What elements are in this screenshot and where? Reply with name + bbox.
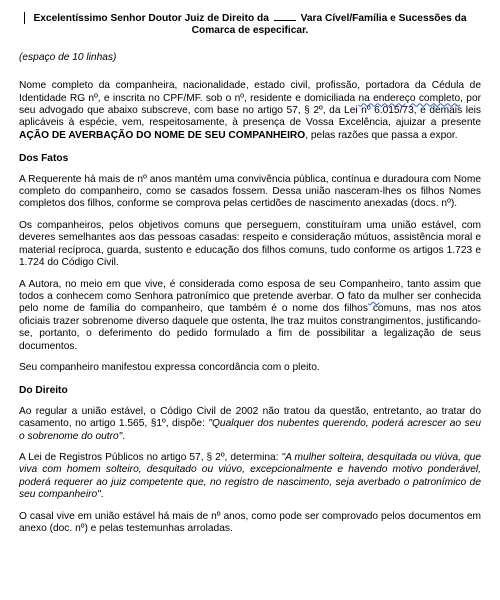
- fatos-paragraph-4: Seu companheiro manifestou expressa concordância com o pleito.: [19, 361, 320, 373]
- document-heading: [19, 12, 481, 38]
- direito-paragraph-2: [19, 452, 481, 502]
- intro-text-a: Nome completo da companheira, nacionalidade, estado civil, profissão, portadora da Cédula de Identidade RG nº, e inscrita no CPF/MF. sob o nº, residente e domiciliada: [19, 80, 481, 104]
- heading-blank-line: [274, 12, 296, 21]
- intro-text-e: , pelas razões que passa a expor.: [305, 129, 458, 141]
- heading-part-2: Vara Cível/Família e Sucessões da Comarca de especificar.: [191, 13, 467, 37]
- action-title: AÇÃO DE AVERBAÇÃO DO NOME DE SEU COMPANHEIRO: [19, 129, 306, 141]
- fatos-paragraph-3: [19, 279, 481, 353]
- direito-p1-end: .: [122, 430, 126, 442]
- intro-text-c: , por seu advogado que abaixo subscreve, com base no artigo 57, § 2º, da Lei nº 6.015/73, e demais leis aplicáveis à espécie, vem, respeitosamente, à presença de Vossa Excelência, ajuizar a presente: [19, 92, 482, 129]
- fatos-p3-text-c: mulher ser conhecida pelo nome de família do companheiro, que também é o nome dos filhos comuns, mas nos atos oficiais trazer sobrenome diverso daquele que ostenta, lhe traz muitos constrangimentos, justificando-se, portanto, o deferimento do pedido formulado a fim de possibilitar a legalização de seus documentos.: [19, 290, 481, 352]
- spellcheck-underlined-word: da: [368, 290, 380, 302]
- direito-p2-quote: "A mulher solteira, desquitada ou viúva, que viva com homem solteiro, desquitado ou viúvo, excepcionalmente e havendo motivo ponderável, poderá requerer ao juiz competente que, no registro de nascimento, seja averbado o patronímico de seu companheiro": [19, 451, 481, 501]
- direito-p1-text: Ao regular a união estável, o Código Civil de 2002 não tratou da questão, entretanto, ao tratar do casamento, no artigo 1.565, §1º, dispõe:: [19, 405, 481, 430]
- fatos-paragraph-1: A Requerente há mais de nº anos mantém uma convivência pública, contínua e duradoura com Nome completo do companheiro, como se casados fossem. Dessa união nasceram-lhes os filhos Nomes completos dos filhos, conforme se comprova pelas certidões de nascimento anexadas (docs. nº).: [19, 173, 481, 210]
- direito-p2-end: .: [100, 489, 104, 501]
- direito-paragraph-3: O casal vive em união estável há mais de nº anos, como pode ser comprovado pelos documentos em anexo (doc. nº) e pelas testemunhas arroladas.: [19, 510, 481, 534]
- intro-paragraph: [19, 80, 481, 142]
- spellcheck-underlined-text: na endereço completo: [358, 92, 461, 104]
- direito-p2-text: A Lei de Registros Públicos no artigo 57, § 2º, determina:: [19, 451, 282, 463]
- heading-part-1: Excelentíssimo Senhor Doutor Juiz de Direito da: [33, 13, 269, 24]
- fatos-p3-text-a: A Autora, no meio em que vive, é considerada como esposa de seu Companheiro, tanto assim que todos a conhecem como Senhora patronímico que pretende averbar. O fato: [19, 278, 481, 302]
- direito-p1-quote: "Qualquer dos nubentes querendo, poderá acrescer ao seu o sobrenome do outro": [19, 418, 482, 442]
- section-title-fatos: Dos Fatos: [19, 153, 69, 165]
- fatos-paragraph-2: Os companheiros, pelos objetivos comuns que perseguem, constituíram uma união estável, com deveres semelhantes aos das pessoas casadas: respeito e consideração mútuos, assistência moral e material recíproca, guarda, sustento e educação dos filhos comuns, tudo conforme os artigos 1.723 e 1.724 do Código Civil.: [19, 219, 481, 269]
- text-cursor: [24, 12, 25, 24]
- spacing-note: (espaço de 10 linhas): [19, 51, 117, 63]
- section-title-direito: Do Direito: [19, 385, 68, 397]
- direito-paragraph-1: [19, 406, 481, 443]
